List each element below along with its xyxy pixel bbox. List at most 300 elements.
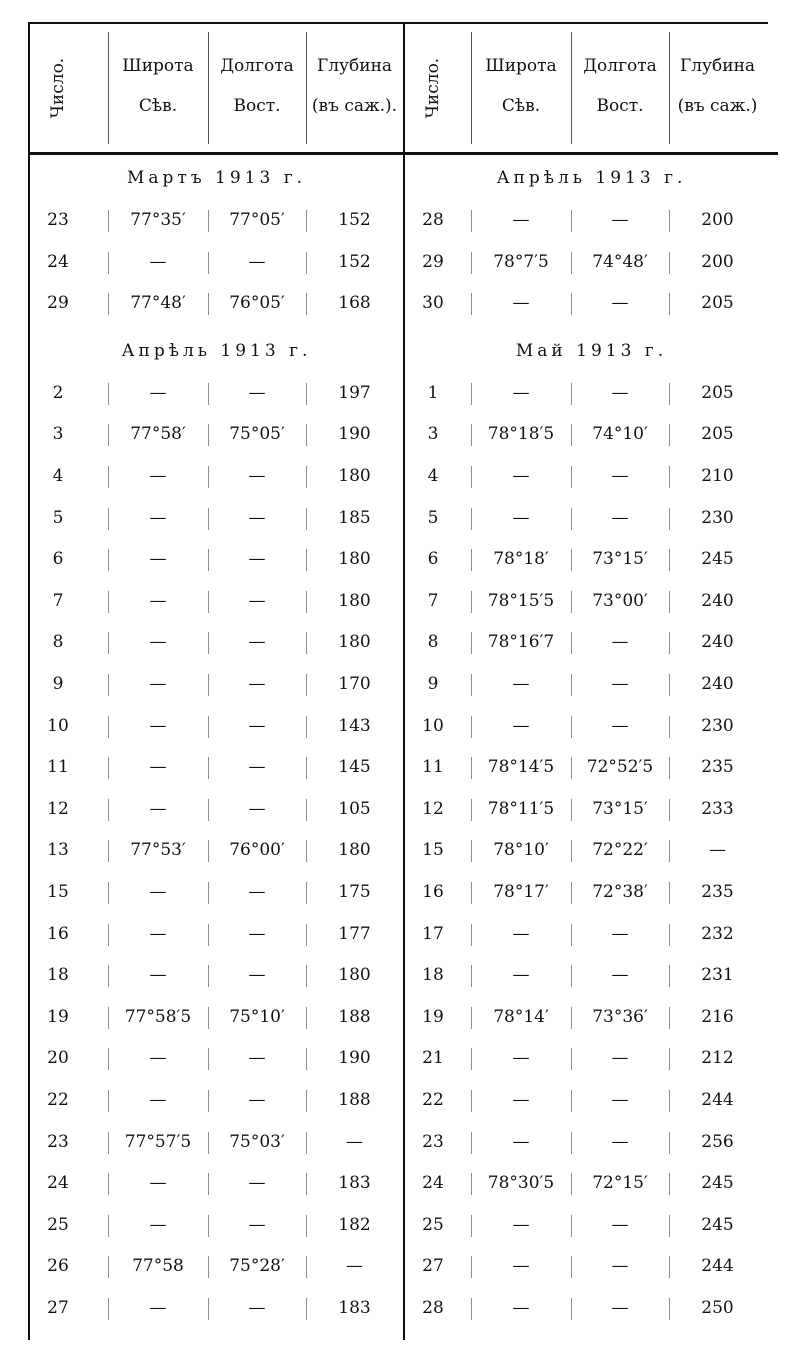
day-cell: 12 — [47, 798, 69, 819]
column-rule — [471, 293, 472, 315]
left-header — [30, 24, 403, 152]
latitude-cell: — — [512, 466, 530, 486]
depth-cell: 143 — [338, 715, 371, 736]
column-rule — [108, 252, 109, 274]
table-row — [30, 1205, 403, 1246]
table-row — [405, 955, 778, 996]
right-header-day-label: Число. — [423, 57, 443, 119]
column-rule — [571, 466, 572, 488]
day-cell: 29 — [47, 293, 69, 314]
depth-cell: 177 — [338, 923, 371, 944]
depth-cell: 235 — [701, 757, 734, 778]
table-row — [405, 914, 778, 955]
column-rule — [471, 1048, 472, 1070]
depth-cell: 180 — [338, 590, 371, 611]
day-cell: 7 — [427, 590, 439, 611]
table-row — [405, 622, 778, 663]
latitude-cell: 77°58 — [132, 1256, 184, 1277]
day-cell: 16 — [47, 923, 69, 944]
longitude-cell: — — [248, 715, 266, 736]
depth-cell: 210 — [701, 466, 734, 486]
column-rule — [306, 252, 307, 274]
latitude-cell: 78°11′5 — [487, 798, 555, 819]
depth-cell: 175 — [338, 882, 371, 902]
table-row — [30, 498, 403, 539]
table-row — [30, 373, 403, 414]
left-header-depth-line1: Глубина — [316, 56, 393, 76]
column-rule — [306, 549, 307, 571]
latitude-cell: — — [512, 674, 530, 694]
column-rule — [571, 716, 572, 738]
column-rule — [571, 1007, 572, 1029]
table-row — [405, 706, 778, 747]
column-rule — [108, 1132, 109, 1154]
depth-cell: 168 — [338, 293, 371, 314]
table-row — [30, 1122, 403, 1163]
column-rule — [306, 1048, 307, 1070]
column-rule — [108, 1256, 109, 1278]
column-rule — [306, 293, 307, 315]
section-title: Май 1913 г. — [515, 340, 668, 361]
column-rule — [208, 466, 209, 488]
day-cell: 19 — [422, 1006, 444, 1027]
column-rule — [669, 674, 670, 696]
latitude-cell: 77°53′ — [130, 840, 186, 861]
latitude-cell: — — [512, 1298, 530, 1318]
longitude-cell: 77°05′ — [229, 210, 285, 230]
table-row — [30, 789, 403, 830]
day-cell: 30 — [422, 293, 444, 314]
column-rule — [471, 210, 472, 232]
depth-cell: — — [346, 1131, 363, 1152]
column-rule — [471, 1215, 472, 1237]
day-cell: 1 — [427, 382, 439, 403]
table-row — [30, 1080, 403, 1121]
left-header-day — [30, 24, 86, 152]
latitude-cell: — — [149, 251, 167, 272]
longitude-cell: — — [248, 1214, 266, 1235]
longitude-cell: 74°48′ — [592, 251, 648, 272]
longitude-cell: — — [248, 382, 266, 403]
latitude-cell: — — [149, 549, 167, 570]
column-rule — [306, 882, 307, 904]
latitude-cell: — — [512, 382, 530, 403]
column-rule — [208, 1132, 209, 1154]
column-rule — [471, 549, 472, 571]
longitude-cell: — — [248, 965, 266, 986]
latitude-cell: — — [149, 674, 167, 694]
table-row — [405, 539, 778, 580]
depth-cell: 200 — [701, 251, 734, 272]
column-rule — [208, 210, 209, 232]
column-rule — [471, 716, 472, 738]
column-rule — [108, 799, 109, 821]
right-header-rule — [405, 152, 778, 155]
column-rule — [208, 882, 209, 904]
column-rule — [208, 1256, 209, 1278]
day-cell: 6 — [52, 549, 64, 570]
table-row — [30, 997, 403, 1038]
column-rule — [108, 293, 109, 315]
column-rule — [571, 424, 572, 446]
right-header-longitude-line1: Долгота — [583, 56, 657, 76]
day-cell: 9 — [52, 674, 64, 694]
column-rule — [571, 252, 572, 274]
depth-cell: 145 — [338, 757, 371, 778]
table-row — [30, 1246, 403, 1287]
day-cell: 22 — [422, 1090, 444, 1110]
day-cell: 7 — [52, 590, 64, 611]
column-rule — [571, 1256, 572, 1278]
depth-cell: 245 — [701, 549, 734, 570]
latitude-cell: 78°10′ — [493, 840, 549, 861]
right-header-latitude-line2: Сѣв. — [501, 96, 541, 116]
latitude-cell: 77°57′5 — [124, 1131, 192, 1152]
column-rule — [306, 591, 307, 613]
day-cell: 18 — [422, 965, 444, 986]
column-rule — [306, 1132, 307, 1154]
longitude-cell: — — [611, 1298, 629, 1318]
table-row — [30, 283, 403, 324]
latitude-cell: 78°17′ — [493, 882, 549, 902]
table-row — [405, 498, 778, 539]
left-header-longitude-line1: Долгота — [220, 56, 294, 76]
latitude-cell: 78°14′5 — [487, 757, 555, 778]
longitude-cell: — — [611, 632, 629, 653]
depth-cell: 212 — [701, 1048, 734, 1069]
column-rule — [571, 1048, 572, 1070]
column-rule — [306, 757, 307, 779]
depth-cell: 197 — [338, 382, 371, 403]
latitude-cell: — — [512, 1214, 530, 1235]
column-rule — [108, 924, 109, 946]
table-row — [30, 414, 403, 455]
table-row — [30, 664, 403, 705]
longitude-cell: 75°05′ — [229, 424, 285, 445]
column-rule — [571, 674, 572, 696]
table-row — [405, 200, 778, 241]
column-rule — [108, 1298, 109, 1320]
table-row — [405, 830, 778, 871]
column-rule — [108, 383, 109, 405]
table-row — [405, 373, 778, 414]
latitude-cell: 78°14′ — [493, 1006, 549, 1027]
depth-cell: 230 — [701, 507, 734, 528]
day-cell: 4 — [52, 466, 64, 486]
column-rule — [669, 1215, 670, 1237]
column-rule — [669, 632, 670, 654]
table-row — [405, 1122, 778, 1163]
table-row — [405, 872, 778, 913]
longitude-cell: — — [248, 1298, 266, 1318]
column-rule — [471, 840, 472, 862]
column-rule — [306, 508, 307, 530]
latitude-cell: — — [149, 590, 167, 611]
depth-cell: 190 — [338, 1048, 371, 1069]
day-cell: 23 — [422, 1131, 444, 1152]
depth-cell: 256 — [701, 1131, 734, 1152]
column-rule — [208, 924, 209, 946]
column-rule — [571, 591, 572, 613]
longitude-cell: 72°52′5 — [586, 757, 654, 778]
latitude-cell: — — [512, 210, 530, 230]
day-cell: 24 — [422, 1173, 444, 1194]
depth-cell: 240 — [701, 674, 734, 694]
table-row — [405, 581, 778, 622]
column-rule — [571, 924, 572, 946]
left-header-day-label: Число. — [48, 57, 68, 119]
longitude-cell: — — [611, 210, 629, 230]
longitude-cell: — — [248, 1048, 266, 1069]
day-cell: 8 — [427, 632, 439, 653]
depth-cell: 240 — [701, 632, 734, 653]
column-rule — [471, 466, 472, 488]
column-rule — [669, 1007, 670, 1029]
longitude-cell: — — [248, 507, 266, 528]
depth-cell: 205 — [701, 382, 734, 403]
table-row — [30, 830, 403, 871]
depth-cell: 244 — [701, 1090, 734, 1110]
depth-cell: 233 — [701, 798, 734, 819]
depth-cell: 244 — [701, 1256, 734, 1277]
longitude-cell: — — [248, 757, 266, 778]
table-row — [30, 872, 403, 913]
latitude-cell: — — [512, 1090, 530, 1110]
table-row — [30, 539, 403, 580]
day-cell: 11 — [47, 757, 69, 778]
column-rule — [108, 1215, 109, 1237]
depth-cell: 190 — [338, 424, 371, 445]
column-rule — [306, 1173, 307, 1195]
table-row — [30, 200, 403, 241]
longitude-cell: — — [611, 382, 629, 403]
depth-cell: 245 — [701, 1173, 734, 1194]
table-row — [30, 622, 403, 663]
depth-table — [28, 22, 768, 1340]
day-cell: 16 — [422, 882, 444, 902]
latitude-cell: — — [149, 923, 167, 944]
left-header-rule — [30, 152, 403, 155]
column-rule — [108, 424, 109, 446]
latitude-cell: 78°30′5 — [487, 1173, 555, 1194]
column-rule — [208, 383, 209, 405]
day-cell: 28 — [422, 210, 444, 230]
column-rule — [669, 1173, 670, 1195]
column-rule — [306, 1090, 307, 1112]
depth-cell: 245 — [701, 1214, 734, 1235]
table-row — [405, 747, 778, 788]
longitude-cell: 75°10′ — [229, 1006, 285, 1027]
section-title: Апрѣль 1913 г. — [121, 340, 312, 361]
depth-cell: 188 — [338, 1006, 371, 1027]
column-rule — [108, 716, 109, 738]
day-cell: 27 — [47, 1298, 69, 1318]
longitude-cell: — — [248, 798, 266, 819]
column-rule — [571, 1090, 572, 1112]
right-header-latitude-line1: Широта — [485, 56, 557, 76]
column-rule — [669, 716, 670, 738]
table-row — [30, 706, 403, 747]
day-cell: 28 — [422, 1298, 444, 1318]
day-cell: 23 — [47, 210, 69, 230]
column-rule — [471, 591, 472, 613]
latitude-cell: — — [149, 965, 167, 986]
longitude-cell: — — [248, 251, 266, 272]
column-rule — [306, 674, 307, 696]
section-title: Апрѣль 1913 г. — [496, 168, 687, 188]
table-row — [30, 955, 403, 996]
column-rule — [669, 293, 670, 315]
column-rule — [208, 1298, 209, 1320]
depth-cell: — — [346, 1256, 363, 1277]
column-rule — [208, 965, 209, 987]
left-half-table — [30, 22, 403, 1340]
longitude-cell: 72°15′ — [592, 1173, 648, 1194]
latitude-cell: — — [149, 466, 167, 486]
column-rule — [669, 1256, 670, 1278]
day-cell: 15 — [422, 840, 444, 861]
table-row — [405, 456, 778, 497]
depth-cell: 232 — [701, 923, 734, 944]
day-cell: 3 — [427, 424, 439, 445]
left-header-longitude — [208, 24, 306, 152]
latitude-cell: — — [512, 923, 530, 944]
column-rule — [571, 549, 572, 571]
column-rule — [108, 508, 109, 530]
longitude-cell: 75°28′ — [229, 1256, 285, 1277]
latitude-cell: — — [149, 1298, 167, 1318]
column-rule — [471, 1007, 472, 1029]
day-cell: 6 — [427, 549, 439, 570]
column-rule — [669, 549, 670, 571]
column-rule — [208, 799, 209, 821]
column-rule — [108, 1173, 109, 1195]
longitude-cell: — — [248, 882, 266, 902]
column-rule — [208, 840, 209, 862]
left-header-latitude — [108, 24, 208, 152]
column-rule — [571, 1173, 572, 1195]
depth-cell: 188 — [338, 1090, 371, 1110]
column-rule — [669, 965, 670, 987]
column-rule — [471, 508, 472, 530]
column-rule — [306, 840, 307, 862]
column-rule — [471, 965, 472, 987]
longitude-cell: 74°10′ — [592, 424, 648, 445]
column-rule — [208, 549, 209, 571]
depth-cell: 250 — [701, 1298, 734, 1318]
latitude-cell: — — [149, 1214, 167, 1235]
longitude-cell: — — [611, 507, 629, 528]
column-rule — [108, 1090, 109, 1112]
column-rule — [208, 293, 209, 315]
table-row — [405, 789, 778, 830]
column-rule — [306, 965, 307, 987]
latitude-cell: 78°16′7 — [487, 632, 555, 653]
depth-cell: 170 — [338, 674, 371, 694]
column-rule — [669, 799, 670, 821]
column-rule — [669, 466, 670, 488]
table-row — [405, 242, 778, 283]
latitude-cell: — — [512, 1131, 530, 1152]
depth-cell: 105 — [338, 798, 371, 819]
table-row — [30, 581, 403, 622]
column-rule — [571, 383, 572, 405]
table-row — [405, 1205, 778, 1246]
depth-cell: 183 — [338, 1298, 371, 1318]
column-rule — [669, 424, 670, 446]
depth-cell: 216 — [701, 1006, 734, 1027]
column-rule — [471, 424, 472, 446]
day-cell: 20 — [47, 1048, 69, 1069]
right-header-depth-line1: Глубина — [679, 56, 756, 76]
longitude-cell: — — [248, 466, 266, 486]
latitude-cell: — — [512, 1256, 530, 1277]
table-row — [30, 914, 403, 955]
column-rule — [208, 1090, 209, 1112]
column-rule — [306, 1215, 307, 1237]
column-rule — [471, 1256, 472, 1278]
day-cell: 21 — [422, 1048, 444, 1069]
longitude-cell: 72°38′ — [592, 882, 648, 902]
day-cell: 29 — [422, 251, 444, 272]
longitude-cell: — — [611, 466, 629, 486]
depth-cell: — — [709, 840, 726, 861]
latitude-cell: — — [149, 632, 167, 653]
longitude-cell: 73°15′ — [592, 798, 648, 819]
latitude-cell: — — [149, 1090, 167, 1110]
column-rule — [471, 632, 472, 654]
column-rule — [208, 632, 209, 654]
column-rule — [669, 252, 670, 274]
column-rule — [208, 1048, 209, 1070]
latitude-cell: 78°15′5 — [487, 590, 555, 611]
latitude-cell: 77°35′ — [130, 210, 186, 230]
latitude-cell: 78°18′5 — [487, 424, 555, 445]
column-rule — [571, 1132, 572, 1154]
latitude-cell: 77°58′5 — [124, 1006, 192, 1027]
latitude-cell: — — [149, 882, 167, 902]
depth-cell: 235 — [701, 882, 734, 902]
day-cell: 3 — [52, 424, 64, 445]
table-row — [30, 456, 403, 497]
column-rule — [571, 210, 572, 232]
depth-cell: 183 — [338, 1173, 371, 1194]
column-rule — [208, 674, 209, 696]
column-rule — [471, 882, 472, 904]
depth-cell: 205 — [701, 293, 734, 314]
longitude-cell: 76°05′ — [229, 293, 285, 314]
longitude-cell: 73°15′ — [592, 549, 648, 570]
depth-cell: 205 — [701, 424, 734, 445]
column-rule — [208, 1215, 209, 1237]
longitude-cell: — — [248, 1173, 266, 1194]
column-rule — [208, 716, 209, 738]
column-rule — [108, 965, 109, 987]
latitude-cell: — — [512, 1048, 530, 1069]
column-rule — [669, 1298, 670, 1320]
column-rule — [471, 252, 472, 274]
day-cell: 10 — [47, 715, 69, 736]
depth-cell: 182 — [338, 1214, 371, 1235]
column-rule — [306, 799, 307, 821]
column-rule — [108, 757, 109, 779]
column-rule — [471, 757, 472, 779]
latitude-cell: — — [512, 507, 530, 528]
day-cell: 15 — [47, 882, 69, 902]
column-rule — [669, 1090, 670, 1112]
column-rule — [571, 840, 572, 862]
column-rule — [669, 924, 670, 946]
